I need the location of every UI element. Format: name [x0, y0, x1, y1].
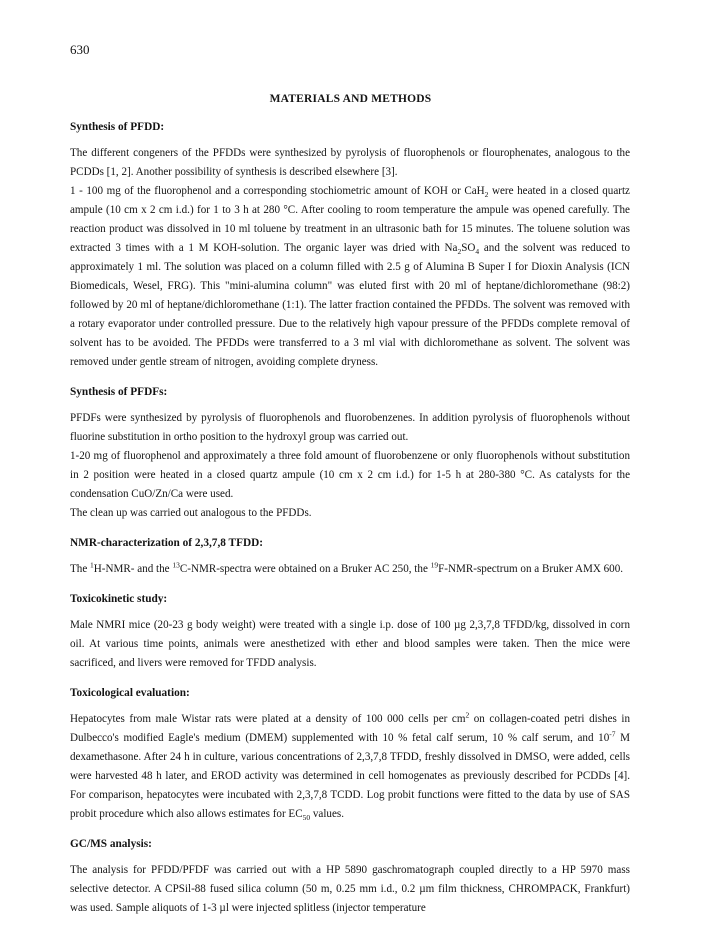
paragraph: The clean up was carried out analogous to the PFDDs.: [70, 507, 312, 519]
section-title: MATERIALS AND METHODS: [269, 93, 432, 105]
heading-toxicokinetic: Toxicokinetic study:: [70, 593, 168, 605]
paragraph: Hepatocytes from male Wistar rats were plated at a density of 100 000 cells per $cm^2$ on collagen-coated petri dishes in Dulbecco's modified Eagle's medium (DMEM) supplemented with 10 % fetal calf serum, 10 % calf serum, and $10^{-7}$ M dexamethasone. After 24 h in culture, various concentrations of 2,3,7,8 TFDD, freshly dissolved in DMSO, were added, cells were harvested 48 h later, and EROD activity was determined in cell homogenates as previously described for PCDDs [4]. For comparison, hepatocytes were incubated with 2,3,7,8 TCDD. Log probit functions were fitted to the data by use of SAS probit procedure which also allows estimates for $EC_{50}$ values.: [70, 710, 631, 823]
paragraph: 1-20 mg of fluorophenol and approximately a three fold amount of fluorobenzene or only fluorophenols without substitution in 2 position were heated in a closed quartz ampule (10 cm x 2 cm i.d.) for 1-5 h at 280-380 °C. As catalysts for the condensation CuO/Zn/Ca were used.: [70, 450, 630, 500]
heading-synthesis-pfdf: Synthesis of PFDFs:: [70, 386, 168, 398]
paragraph: The $^1$H-NMR- and the $^{13}$C-NMR-spectra were obtained on a Bruker AC 250, the $^{19}$F-NMR-spectrum on a Bruker AMX 600.: [70, 560, 624, 575]
heading-toxicological: Toxicological evaluation:: [70, 687, 190, 699]
paragraph: PFDFs were synthesized by pyrolysis of fluorophenols and fluorobenzenes. In addition pyrolysis of fluorophenols without fluorine substitution in ortho position to the hydroxyl group was carried out.: [70, 412, 630, 443]
paragraph: Male NMRI mice (20-23 g body weight) were treated with a single i.p. dose of 100 µg 2,3,7,8 TFDD/kg, dissolved in corn oil. At various time points, animals were anesthetized with ether and blood samples were taken. Then the mice were sacrificed, and livers were removed for TFDD analysis.: [70, 619, 630, 669]
page-number: 630: [70, 42, 90, 57]
paragraph: The analysis for PFDD/PFDF was carried out with a HP 5890 gaschromatograph coupled directly to a HP 5970 mass selective detector. A CPSil-88 fused silica column (50 m, 0.25 mm i.d., 0.2 µm film thickness, CHROMPACK, Frankfurt) was used. Sample aliquots of 1-3 µl were injected splitless (injector temperature: [70, 864, 630, 914]
paragraph: The different congeners of the PFDDs were synthesized by pyrolysis of fluorophenols or flourophenates, analogous to the PCDDs [1, 2]. Another possibility of synthesis is described elsewhere [3].: [70, 147, 630, 178]
paragraph: 1 - 100 mg of the fluorophenol and a corresponding stochiometric amount of KOH or CaH$_2$ were heated in a closed quartz ampule (10 cm x 2 cm i.d.) for 1 to 3 h at 280 °C. After cooling to room temperature the ampule was opened carefully. The reaction product was dissolved in 10 ml toluene by treatment in an ultrasonic bath for 15 minutes. The toluene solution was extracted 3 times with a 1 M KOH-solution. The organic layer was dried with $Na_2SO_4$ and the solvent was reduced to approximately 1 ml. The solution was placed on a column filled with 2.5 g of Alumina B Super I for Dioxin Analysis (ICN Biomedicals, Wesel, FRG). This "mini-alumina column" was eluted first with 20 ml of heptane/dichloromethane (98:2) followed by 20 ml of heptane/dichloromethane (1:1). The latter fraction contained the PFDDs. The solvent was removed with a rotary evaporator under controlled pressure. Due to the relatively high vapour pressure of the PFDDs complete removal of solvent has to be avoided. The PFDDs were transferred to a 3 ml vial with dichloromethane as solvent. The solvent was removed under gentle stream of nitrogen, avoiding complete dryness.: [70, 185, 630, 368]
heading-synthesis-pfdd: Synthesis of PFDD:: [70, 121, 165, 133]
heading-nmr: NMR-characterization of 2,3,7,8 TFDD:: [70, 537, 264, 549]
heading-gcms: GC/MS analysis:: [70, 838, 152, 850]
body-text: [70, 118, 630, 918]
